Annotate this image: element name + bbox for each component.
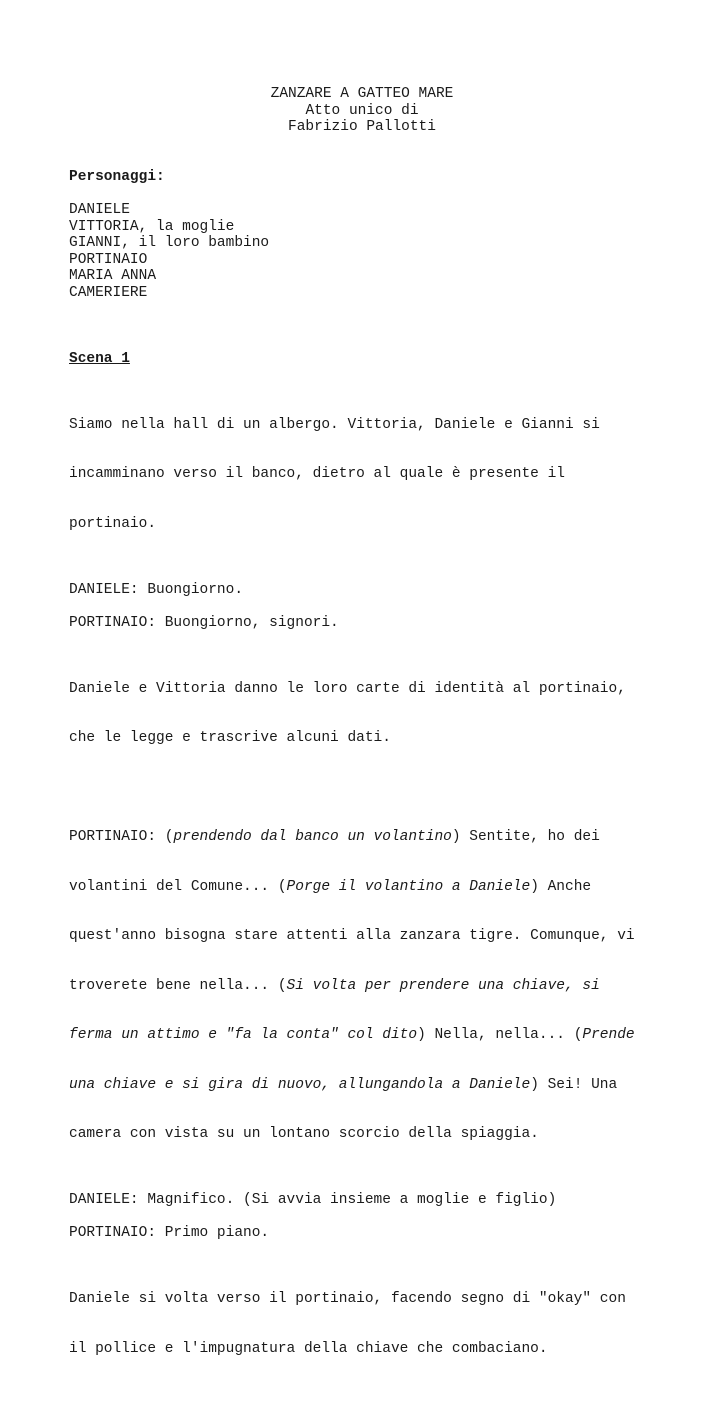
stage-direction-paragraph [69, 384, 649, 566]
text-run: ) Sei! Una [530, 1076, 618, 1093]
text-run: PORTINAIO: ( [69, 829, 174, 845]
character-item: DANIELE [69, 202, 130, 218]
text-line [69, 978, 649, 995]
play-title: ZANZARE A GATTEO MARE [270, 86, 454, 102]
scene-heading: Scena 1 [69, 350, 130, 367]
text-run: ) Nella, nella... ( [417, 1027, 583, 1043]
dialogue-line: DANIELE: Magnifico. (Si avvia insieme a moglie e figlio) [69, 1192, 557, 1208]
text-line: Daniele e Vittoria danno le loro carte di identità al portinaio, [69, 680, 626, 697]
document-body [69, 169, 649, 1407]
character-item: CAMERIERE [69, 284, 148, 301]
character-item: MARIA ANNA [69, 268, 157, 284]
characters-list [69, 202, 649, 301]
text-line: camera con vista su un lontano scorcio della spiaggia. [69, 1126, 539, 1142]
character-item: PORTINAIO [69, 251, 148, 268]
dialogue-line: PORTINAIO: Primo piano. [69, 1225, 270, 1241]
stage-direction-paragraph [69, 1258, 649, 1390]
play-subtitle: Atto unico di [305, 102, 419, 119]
dialogue-line: DANIELE: Buongiorno. [69, 581, 244, 598]
text-line [69, 829, 649, 846]
character-item: VITTORIA, la moglie [69, 218, 235, 235]
stage-direction-italic: Porge il volantino a Daniele [286, 878, 531, 895]
text-line: Daniele si volta verso il portinaio, facendo segno di "okay" con [69, 1291, 626, 1307]
text-run: ) Anche [530, 878, 592, 895]
text-line [69, 1077, 649, 1094]
text-line: Siamo nella hall di un albergo. Vittoria, Daniele e Gianni si [69, 416, 600, 433]
play-author: Fabrizio Pallotti [288, 119, 436, 135]
text-line [69, 879, 649, 896]
stage-direction-paragraph [69, 648, 649, 780]
text-line: che le legge e trascrive alcuni dati. [69, 730, 391, 746]
stage-direction-italic: prendendo dal banco un volantino [173, 829, 452, 845]
text-line: portinaio. [69, 515, 157, 532]
dialogue-paragraph [69, 796, 649, 1176]
title-block [0, 86, 724, 136]
character-item: GIANNI, il loro bambino [69, 235, 270, 251]
characters-heading: Personaggi: [69, 169, 165, 185]
stage-direction-italic: una chiave e si gira di nuovo, allungandola a Daniele [69, 1076, 531, 1093]
stage-direction-italic: ferma un attimo e "fa la conta" col dito [69, 1027, 418, 1043]
text-run: troverete bene nella... ( [69, 977, 287, 994]
stage-direction-italic: Prende [582, 1027, 635, 1043]
text-line: quest'anno bisogna stare attenti alla zanzara tigre. Comunque, vi [69, 928, 635, 944]
text-run: volantini del Comune... ( [69, 878, 287, 895]
text-line: il pollice e l'impugnatura della chiave che combaciano. [69, 1340, 548, 1357]
text-line [69, 1027, 649, 1044]
text-run: ) Sentite, ho dei [451, 829, 600, 845]
stage-direction-italic: Si volta per prendere una chiave, si [286, 977, 600, 994]
dialogue-line: PORTINAIO: Buongiorno, signori. [69, 614, 339, 631]
text-line: incamminano verso il banco, dietro al quale è presente il [69, 466, 565, 482]
